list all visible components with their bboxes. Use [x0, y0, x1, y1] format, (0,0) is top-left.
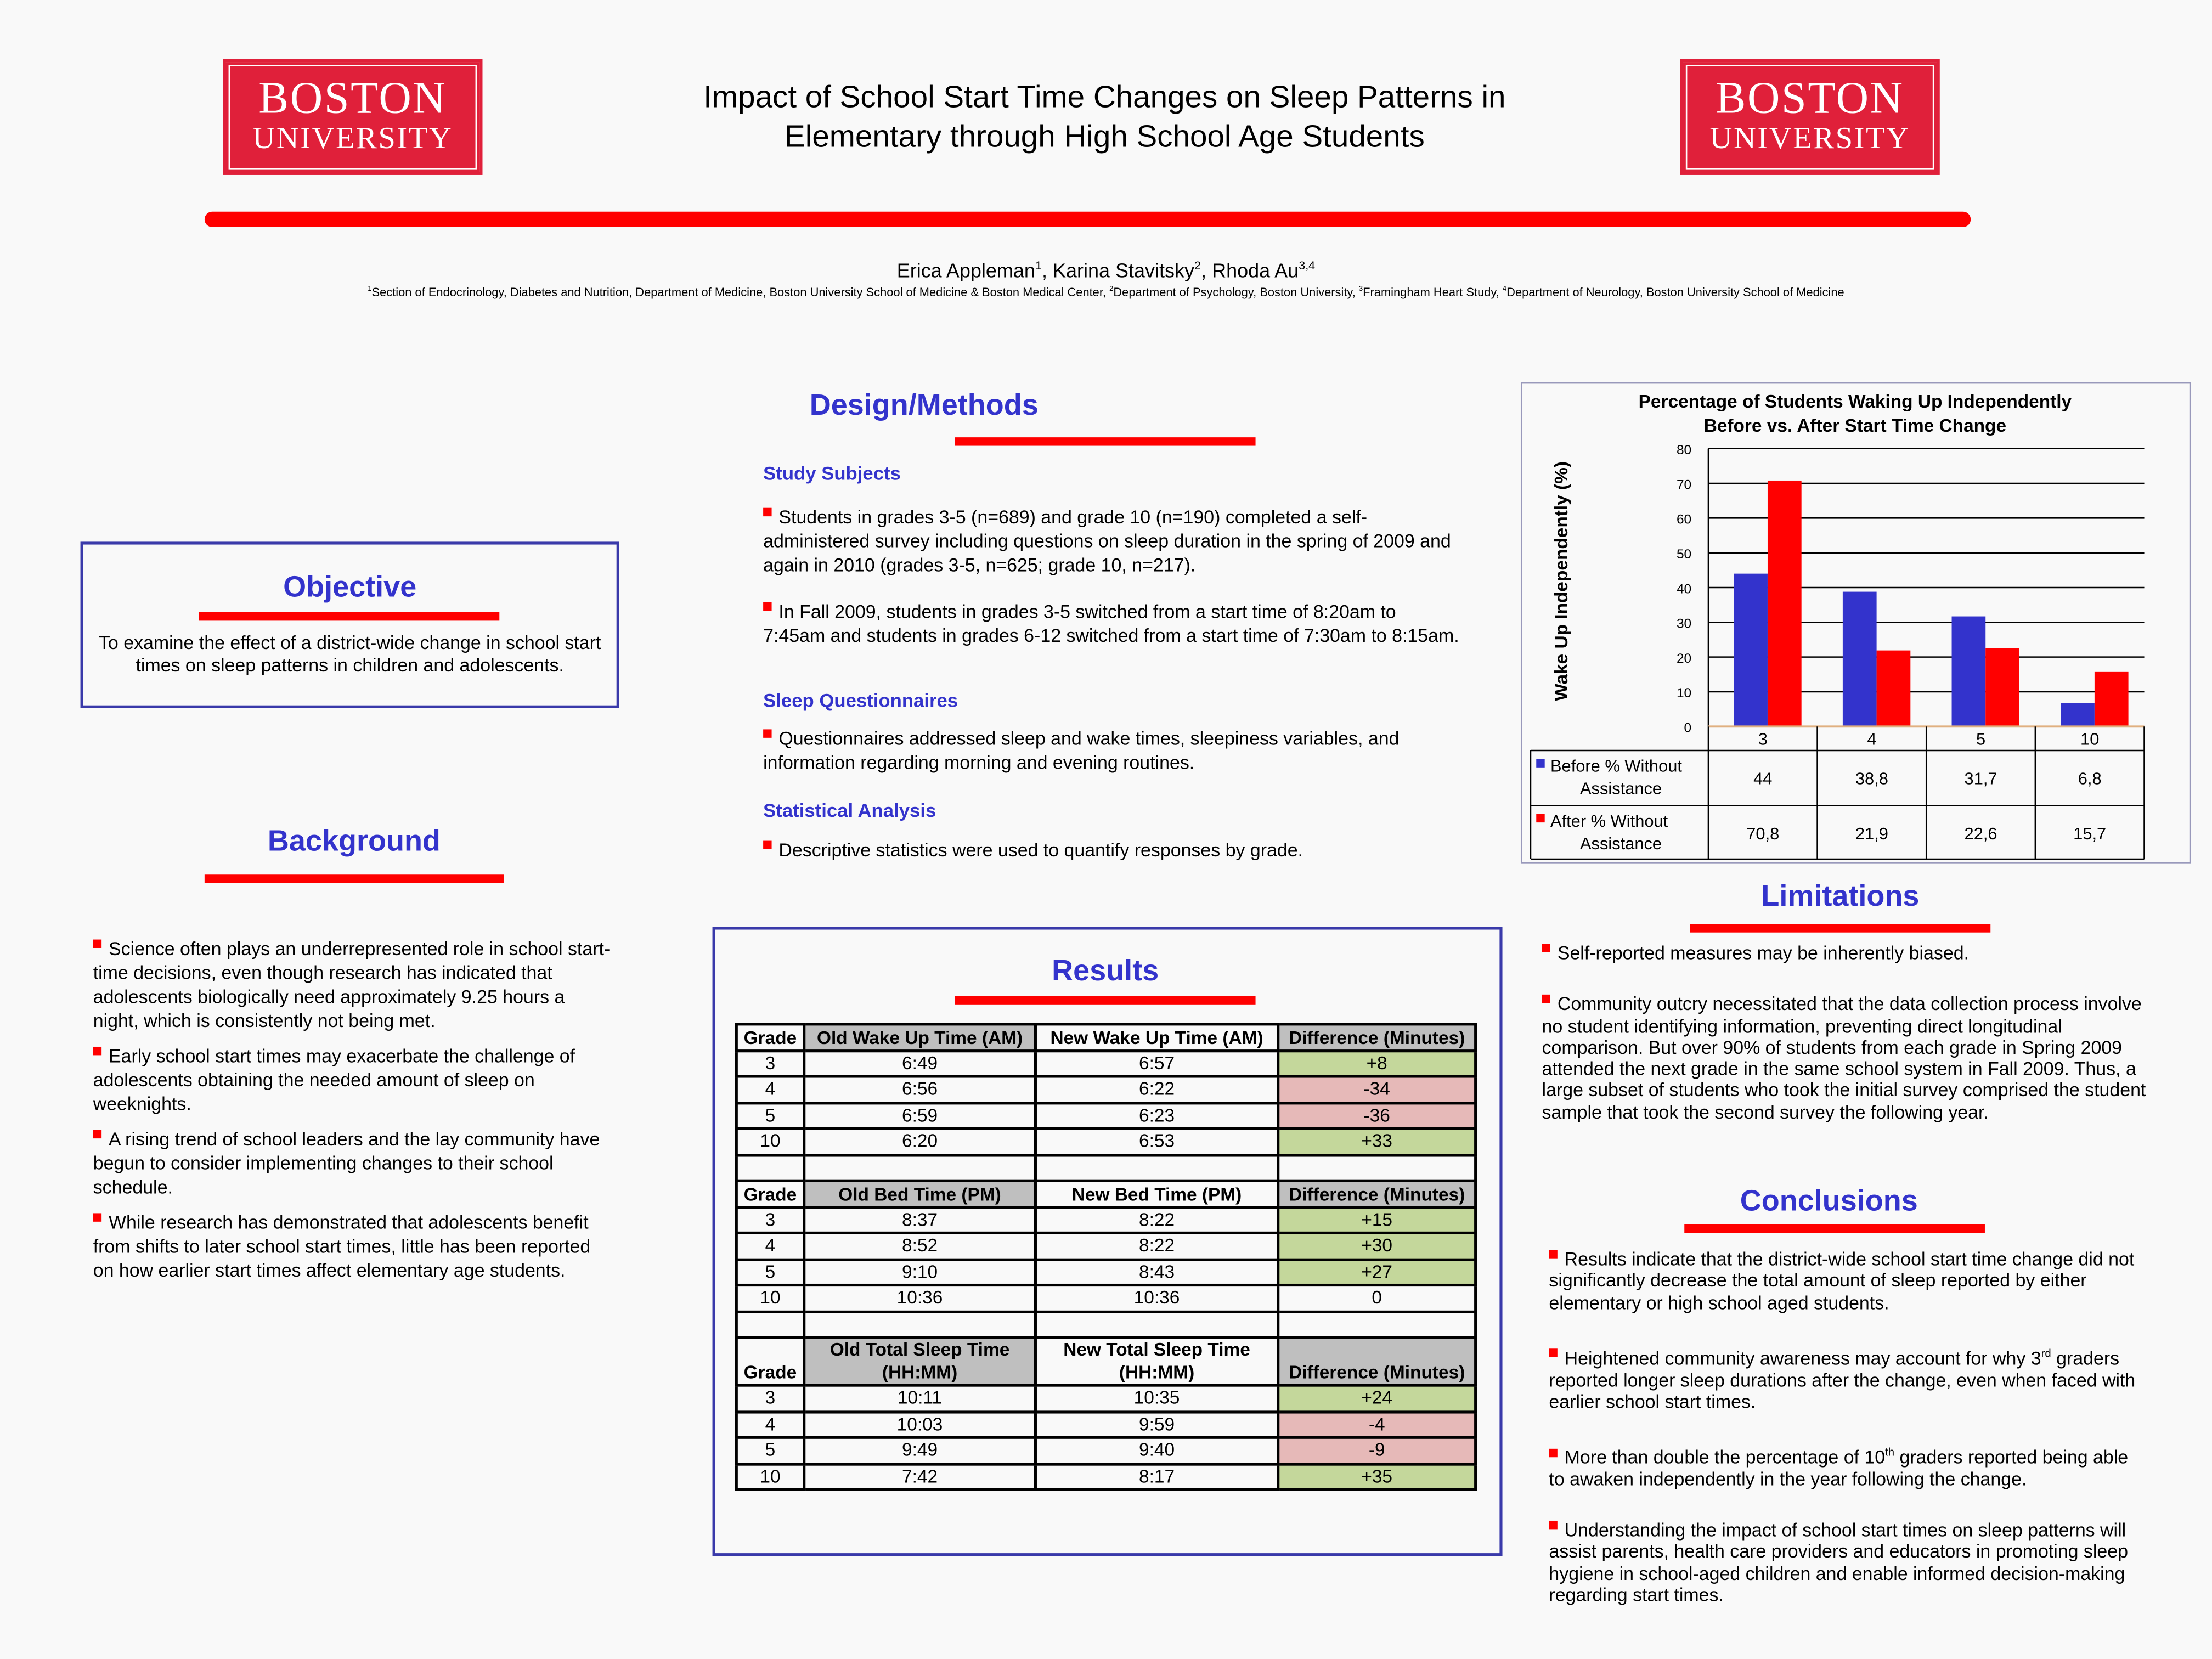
- bullet-item: A rising trend of school leaders and the lay community have begun to consider implementing changes to their school schedule.: [93, 1127, 615, 1199]
- column-header: Old Wake Up Time (AM): [804, 1024, 1036, 1051]
- table-cell: 10:35: [1035, 1385, 1278, 1412]
- affil-sup: 3: [1358, 285, 1363, 294]
- column-header: New Wake Up Time (AM): [1035, 1024, 1278, 1051]
- title-line: Elementary through High School Age Students: [785, 118, 1425, 154]
- limitations-heading: Limitations: [1761, 880, 1920, 913]
- bullet-item: While research has demonstrated that adolescents benefit from shifts to later school start times, little has been reported on how earlier start times affect elementary age students.: [93, 1210, 615, 1282]
- table-cell: 10:03: [804, 1412, 1036, 1438]
- x-tick-label: 4: [1867, 729, 1877, 749]
- methods-heading: Design/Methods: [809, 389, 1039, 422]
- table-cell: 9:49: [804, 1437, 1036, 1464]
- bar-after: [1768, 481, 1802, 726]
- boston-university-logo-right: [1680, 59, 1940, 175]
- background-heading: Background: [267, 825, 441, 858]
- column-header: Grade: [736, 1024, 804, 1051]
- table-cell: 8:52: [804, 1233, 1036, 1259]
- bullet-item: Descriptive statistics were used to quantify responses by grade.: [763, 838, 1462, 862]
- author-sup: 3,4: [1299, 258, 1316, 273]
- table-cell: 5: [736, 1259, 804, 1285]
- y-axis-label: Wake Up Independently (%): [1551, 461, 1572, 701]
- bullet-item: Results indicate that the district-wide school start time change did not significantly decrease the total amount of sleep reported by either elementary or high school aged students.: [1549, 1249, 2148, 1313]
- difference-cell: +33: [1278, 1128, 1476, 1155]
- bullet-item: Community outcry necessitated that the data collection process involve no student identifying information, preventing direct longitudinal comparison. But over 90% of students from each grade in Spring 2009 attended the next grade in the same school system in Fall 2009. Thus, a large subset of students who took the initial survey comprised the student sample that took the second survey the following year.: [1542, 994, 2166, 1123]
- data-label: 6,8: [2078, 769, 2102, 788]
- table-row: [736, 1437, 1475, 1464]
- bullet-text: More than double the percentage of 10: [1564, 1447, 1886, 1468]
- study-subjects-heading: Study Subjects: [763, 462, 901, 484]
- y-tick-label: 40: [1676, 582, 1692, 597]
- data-label: 22,6: [1964, 823, 1997, 843]
- table-header-row: [736, 1338, 1475, 1385]
- table-cell: 6:20: [804, 1128, 1036, 1155]
- table-cell: 6:56: [804, 1076, 1036, 1103]
- chart-title: Before vs. After Start Time Change: [1703, 415, 2007, 436]
- column-header: New Total Sleep Time (HH:MM): [1035, 1338, 1278, 1385]
- bar-after: [1985, 648, 2019, 726]
- table-cell: 10:36: [1035, 1285, 1278, 1312]
- table-cell: 8:22: [1035, 1233, 1278, 1259]
- table-cell: 10:11: [804, 1385, 1036, 1412]
- difference-cell: -36: [1278, 1103, 1476, 1129]
- table-row: [736, 1207, 1475, 1233]
- table-cell: 5: [736, 1437, 804, 1464]
- difference-cell: -9: [1278, 1437, 1476, 1464]
- affil-text: Section of Endocrinology, Diabetes and Nutrition, Department of Medicine, Boston University School of Medicine & Boston Medical Center,: [371, 285, 1110, 300]
- table-row: [736, 1385, 1475, 1412]
- table-cell: 8:43: [1035, 1259, 1278, 1285]
- difference-cell: +15: [1278, 1207, 1476, 1233]
- column-header: New Bed Time (PM): [1035, 1181, 1278, 1207]
- table-cell: 9:59: [1035, 1412, 1278, 1438]
- column-header: Difference (Minutes): [1278, 1181, 1476, 1207]
- bar-before: [1843, 592, 1877, 727]
- empty-cell: [804, 1311, 1036, 1338]
- empty-cell: [1278, 1311, 1476, 1338]
- author-name: Rhoda Au: [1212, 259, 1299, 282]
- table-cell: 10: [736, 1464, 804, 1490]
- affil-text: Department of Neurology, Boston University School of Medicine: [1506, 285, 1844, 300]
- questionnaire-bullets: [763, 726, 1462, 774]
- table-cell: 3: [736, 1385, 804, 1412]
- heading-underline: [1684, 1224, 1985, 1233]
- heading-underline: [955, 437, 1256, 445]
- table-cell: 8:22: [1035, 1207, 1278, 1233]
- empty-cell: [736, 1311, 804, 1338]
- bullet-text: Heightened community awareness may account for why 3: [1564, 1347, 2041, 1369]
- legend-label: Before % Without: [1550, 756, 1682, 776]
- difference-cell: 0: [1278, 1285, 1476, 1312]
- empty-cell: [1278, 1155, 1476, 1181]
- bullet-item: [1549, 1442, 2148, 1489]
- bar-after: [2095, 672, 2129, 726]
- data-label: 70,8: [1746, 823, 1780, 843]
- header-divider: [205, 212, 1971, 227]
- bullet-item: Questionnaires addressed sleep and wake times, sleepiness variables, and information regarding morning and evening routines.: [763, 726, 1462, 774]
- table-cell: 3: [736, 1050, 804, 1076]
- logo-text: BOSTON: [258, 72, 447, 123]
- y-tick-label: 30: [1676, 616, 1692, 631]
- y-tick-label: 20: [1676, 651, 1692, 666]
- x-tick-label: 3: [1758, 729, 1768, 749]
- column-header: Old Bed Time (PM): [804, 1181, 1036, 1207]
- x-tick-label: 5: [1976, 729, 1986, 749]
- y-tick-label: 10: [1676, 686, 1692, 701]
- empty-cell: [736, 1155, 804, 1181]
- table-cell: 10:36: [804, 1285, 1036, 1312]
- bar-before: [1734, 574, 1768, 727]
- data-label: 44: [1753, 769, 1773, 788]
- table-cell: 7:42: [804, 1464, 1036, 1490]
- author-sup: 2: [1194, 258, 1201, 273]
- table-cell: 6:23: [1035, 1103, 1278, 1129]
- bar-before: [1952, 617, 1986, 727]
- difference-cell: -4: [1278, 1412, 1476, 1438]
- legend-label: Assistance: [1579, 833, 1662, 853]
- table-cell: 8:17: [1035, 1464, 1278, 1490]
- ordinal-sup: th: [1885, 1446, 1895, 1459]
- objective-text: To examine the effect of a district-wide change in school start times on sleep patterns in children and adolescents.: [98, 631, 601, 676]
- difference-cell: -34: [1278, 1076, 1476, 1103]
- bullet-item: Students in grades 3-5 (n=689) and grade 10 (n=190) completed a self-administered survey including questions on sleep duration in the spring of 2009 and again in 2010 (grades 3-5, n=625; grade 10, n=217).: [763, 505, 1462, 577]
- bullet-item: Self-reported measures may be inherently biased.: [1542, 943, 2166, 964]
- affiliations: [0, 285, 2212, 299]
- data-label: 21,9: [1855, 823, 1888, 843]
- bullet-item: [1549, 1343, 2148, 1413]
- boston-university-logo-left: [223, 59, 482, 175]
- empty-cell: [1035, 1311, 1278, 1338]
- column-header: Grade: [736, 1338, 804, 1385]
- table-row: [736, 1233, 1475, 1259]
- authors: Erica Appleman$^1$, Karina Stavitsky$^2$, Rhoda Au$^{3,4}$: [896, 258, 1316, 282]
- table-row: [736, 1076, 1475, 1103]
- empty-cell: [1035, 1155, 1278, 1181]
- y-tick-label: 60: [1676, 512, 1692, 527]
- bullet-item: Understanding the impact of school start times on sleep patterns will assist parents, health care providers and educators in promoting sleep hygiene in school-aged children and enable informed decision-making regarding start times.: [1549, 1520, 2148, 1606]
- logo-text: UNIVERSITY: [1709, 120, 1910, 155]
- table-cell: 6:49: [804, 1050, 1036, 1076]
- table-row: [736, 1050, 1475, 1076]
- heading-underline: [199, 612, 500, 620]
- legend-label: After % Without: [1550, 811, 1668, 831]
- table-row: [736, 1412, 1475, 1438]
- statistical-analysis-heading: Statistical Analysis: [763, 799, 936, 821]
- table-row: [736, 1103, 1475, 1129]
- table-cell: 9:10: [804, 1259, 1036, 1285]
- ordinal-sup: rd: [2041, 1347, 2051, 1360]
- bullet-text: graders reported longer sleep durations after the change, even when faced with earlier school start times.: [1549, 1347, 2136, 1412]
- logo-text: UNIVERSITY: [252, 120, 453, 155]
- y-tick-label: 0: [1684, 720, 1692, 736]
- table-cell: 6:53: [1035, 1128, 1278, 1155]
- table-cell: 4: [736, 1233, 804, 1259]
- table-cell: 6:59: [804, 1103, 1036, 1129]
- conclusions-bullets: [1549, 1249, 2148, 1606]
- table-cell: 4: [736, 1076, 804, 1103]
- table-row: [736, 1128, 1475, 1155]
- difference-cell: +24: [1278, 1385, 1476, 1412]
- objective-box: [81, 541, 619, 708]
- table-cell: 10: [736, 1285, 804, 1312]
- data-label: 31,7: [1964, 769, 1997, 788]
- affil-sup: 4: [1502, 285, 1507, 294]
- difference-cell: +8: [1278, 1050, 1476, 1076]
- bullet-item: In Fall 2009, students in grades 3-5 switched from a start time of 8:20am to 7:45am and students in grades 6-12 switched from a start time of 7:30am to 8:15am.: [763, 600, 1462, 647]
- table-cell: 3: [736, 1207, 804, 1233]
- spacer-row: [736, 1311, 1475, 1338]
- table-row: [736, 1259, 1475, 1285]
- spacer-row: [736, 1155, 1475, 1181]
- logo-text: BOSTON: [1716, 72, 1904, 123]
- data-label: 38,8: [1855, 769, 1888, 788]
- difference-cell: +30: [1278, 1233, 1476, 1259]
- column-header: Difference (Minutes): [1278, 1024, 1476, 1051]
- column-header: Grade: [736, 1181, 804, 1207]
- bar-chart: [1522, 383, 2190, 862]
- heading-underline: [955, 996, 1256, 1004]
- author-name: Karina Stavitsky: [1052, 259, 1195, 282]
- y-tick-label: 50: [1676, 546, 1692, 562]
- table-cell: 5: [736, 1103, 804, 1129]
- results-heading: Results: [1052, 955, 1159, 988]
- x-tick-label: 10: [2080, 729, 2100, 749]
- empty-cell: [804, 1155, 1036, 1181]
- difference-cell: +35: [1278, 1464, 1476, 1490]
- table-row: [736, 1464, 1475, 1490]
- column-header: Difference (Minutes): [1278, 1338, 1476, 1385]
- affil-sup: 1: [368, 285, 372, 294]
- affil-text: Department of Psychology, Boston University,: [1113, 285, 1359, 300]
- chart-panel: [1521, 382, 2191, 864]
- legend-key-after: [1536, 814, 1544, 822]
- heading-underline: [205, 874, 504, 883]
- title-line: Impact of School Start Time Changes on Sleep Patterns in: [703, 78, 1506, 115]
- affil-text: Framingham Heart Study,: [1363, 285, 1503, 300]
- results-table: [735, 1023, 1477, 1491]
- poster-title: [536, 77, 1673, 156]
- table-cell: 4: [736, 1412, 804, 1438]
- chart-title: Percentage of Students Waking Up Independently: [1638, 392, 2072, 413]
- bullet-item: Science often plays an underrepresented role in school start-time decisions, even though research has indicated that adolescents biologically need approximately 9.25 hours a night, which is consistently not being met.: [93, 936, 615, 1032]
- bullet-item: Early school start times may exacerbate the challenge of adolescents obtaining the needed amount of sleep on weeknights.: [93, 1044, 615, 1116]
- limitations-bullets: [1542, 943, 2166, 1123]
- column-header: Old Total Sleep Time (HH:MM): [804, 1338, 1036, 1385]
- data-label: 15,7: [2073, 823, 2107, 843]
- y-tick-label: 80: [1676, 442, 1692, 458]
- bar-before: [2061, 703, 2095, 726]
- conclusions-heading: Conclusions: [1740, 1184, 1918, 1218]
- table-cell: 6:22: [1035, 1076, 1278, 1103]
- author-sup: 1: [1035, 258, 1042, 273]
- legend-label: Assistance: [1579, 778, 1662, 798]
- affil-sup: 2: [1109, 285, 1114, 294]
- study-subjects-bullets: [763, 505, 1462, 648]
- table-cell: 8:37: [804, 1207, 1036, 1233]
- table-row: [736, 1285, 1475, 1312]
- analysis-bullets: [763, 838, 1462, 862]
- sleep-questionnaires-heading: Sleep Questionnaires: [763, 690, 958, 711]
- bullet-text: graders reported being able to awaken independently in the year following the change.: [1549, 1447, 2129, 1490]
- table-cell: 9:40: [1035, 1437, 1278, 1464]
- y-tick-label: 70: [1676, 477, 1692, 493]
- author-name: Erica Appleman: [896, 259, 1035, 282]
- heading-underline: [1690, 924, 1991, 932]
- legend-key-before: [1536, 759, 1544, 767]
- table-header-row: [736, 1024, 1475, 1051]
- difference-cell: +27: [1278, 1259, 1476, 1285]
- table-header-row: [736, 1181, 1475, 1207]
- table-cell: 10: [736, 1128, 804, 1155]
- table-cell: 6:57: [1035, 1050, 1278, 1076]
- background-bullets: [93, 936, 615, 1282]
- objective-heading: Objective: [283, 571, 417, 604]
- bar-after: [1877, 651, 1911, 727]
